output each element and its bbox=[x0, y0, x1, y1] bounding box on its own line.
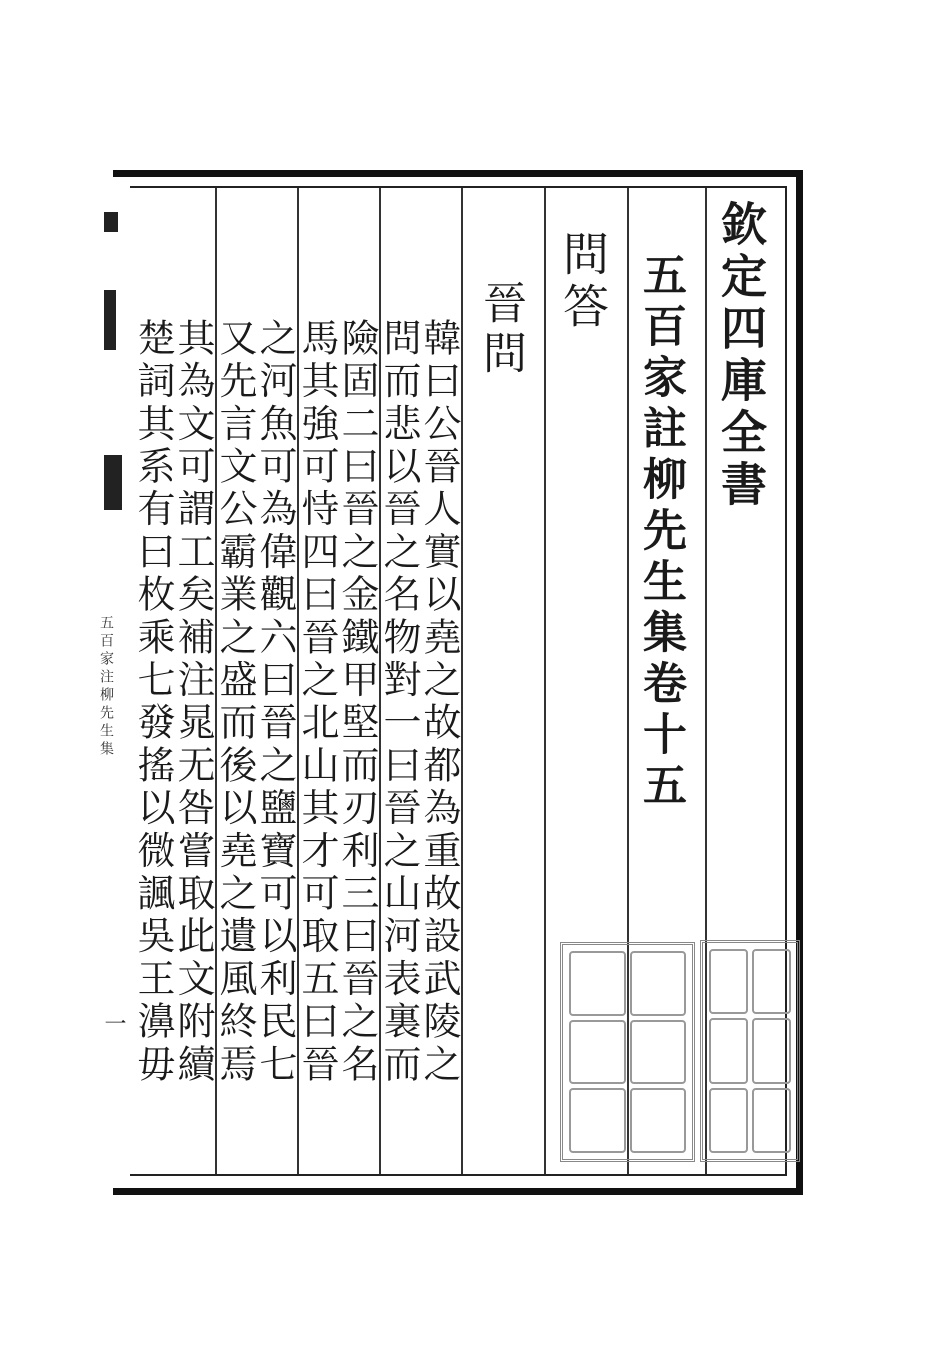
seal-glyph-block bbox=[709, 1088, 748, 1153]
column-rule bbox=[544, 188, 546, 1174]
text-column: 問而悲以晉之名物對一曰晉之山河表裏而 bbox=[377, 318, 421, 1087]
volume-title: 五百家註柳先生集卷十五 bbox=[635, 252, 686, 813]
text-column: 楚詞其系有曰枚乘七發搖以微諷吳王濞毋 bbox=[131, 318, 175, 1087]
seal-glyph-block bbox=[569, 951, 626, 1016]
seal-glyph-block bbox=[752, 1088, 791, 1153]
seal-glyph-block bbox=[569, 1020, 626, 1085]
text-column: 其為文可謂工矣補注晁无咎嘗取此文附續 bbox=[171, 318, 215, 1087]
leaf-number: 一 bbox=[101, 1012, 126, 1034]
text-column: 又先言文公霸業之盛而後以堯之遺風終焉 bbox=[213, 318, 257, 1087]
square-seal-left bbox=[560, 942, 695, 1162]
seal-glyph-block bbox=[630, 1020, 687, 1085]
text-column: 之河魚可為偉觀六曰晉之鹽寶可以利民七 bbox=[253, 318, 297, 1087]
edge-mark-top bbox=[104, 212, 118, 232]
text-column: 險固二曰晉之金鐵甲堅而刃利三曰晉之名 bbox=[335, 318, 379, 1087]
seal-glyph-block bbox=[630, 1088, 687, 1153]
seal-glyph-block bbox=[569, 1088, 626, 1153]
seal-glyph-block bbox=[630, 951, 687, 1016]
section-title: 問答 bbox=[556, 230, 610, 334]
fishtail-mark bbox=[104, 455, 122, 510]
edge-title: 五百家注柳先生集 bbox=[98, 615, 114, 759]
seal-glyph-block bbox=[752, 1018, 791, 1083]
seal-glyph-block bbox=[709, 949, 748, 1014]
seal-glyph-block bbox=[752, 949, 791, 1014]
seal-glyph-block bbox=[709, 1018, 748, 1083]
column-rule bbox=[461, 188, 463, 1174]
edge-mark-mid bbox=[104, 290, 116, 350]
piece-title: 晉問 bbox=[475, 280, 526, 380]
text-column: 馬其強可恃四曰晉之北山其才可取五曰晉 bbox=[295, 318, 339, 1087]
collection-title: 欽定四庫全書 bbox=[714, 200, 768, 512]
text-column: 韓曰公晉人實以堯之故都為重故設武陵之 bbox=[417, 318, 461, 1087]
square-seal-right bbox=[700, 940, 800, 1162]
